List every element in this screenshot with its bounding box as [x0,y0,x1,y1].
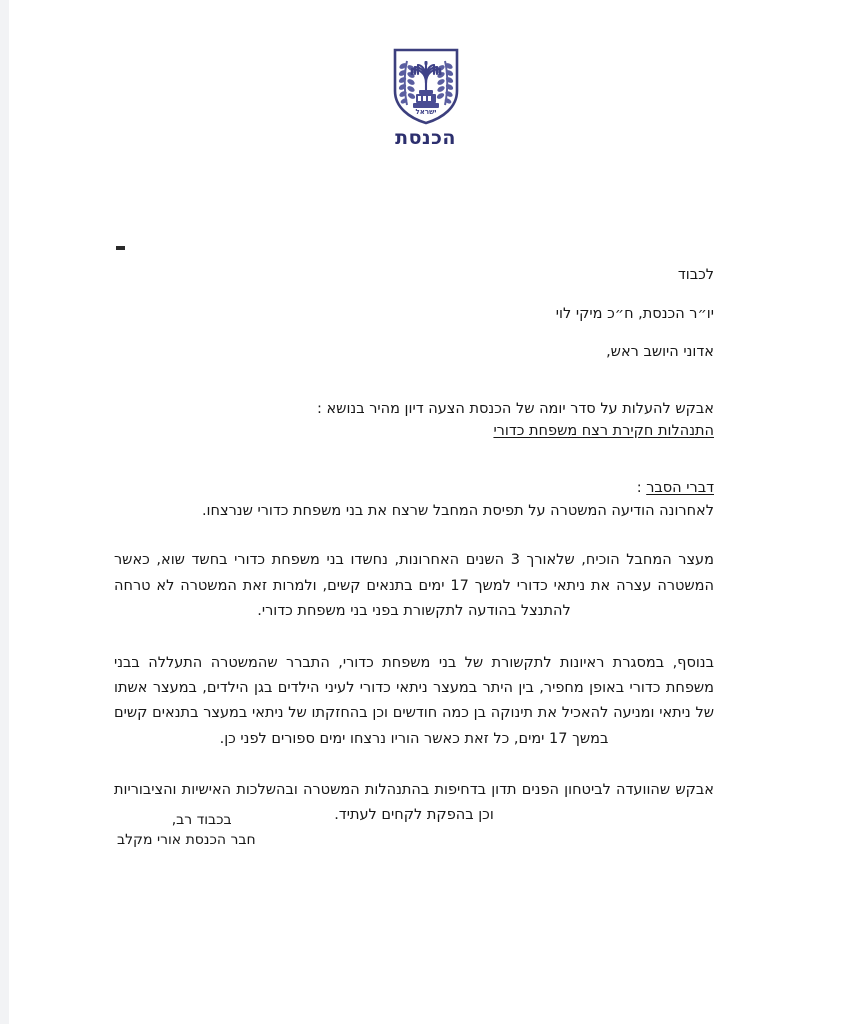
explanation-lead: לאחרונה הודיעה המשטרה על תפיסת המחבל שרצח את בני משפחת כדורי שנרצחו. [201,502,714,519]
signature-name: חבר הכנסת אורי מקלב [117,832,256,849]
letter-page [9,0,842,1024]
explanation-heading-row [114,477,714,499]
emblem-inner-text: ישראל [415,108,436,116]
signature-block [117,810,256,851]
organization-name: הכנסת [395,127,456,149]
letter-body [114,238,714,843]
letterhead [9,47,842,148]
israel-state-emblem-icon [391,47,461,125]
dash-mark [116,246,125,250]
subject-topic: התנהלות חקירת רצח משפחת כדורי [493,422,714,439]
explanation-heading: דברי הסבר [646,480,714,497]
addressee-line-3: אדוני היושב ראש, [606,344,714,360]
addressee-line-2: יו״ר הכנסת, ח״כ מיקי לוי [555,305,714,322]
explanation-paragraph-2: בנוסף, במסגרת ראיונות לתקשורת של בני משפחת כדורי, התברר שהמשטרה התעללה בבני משפחת כדורי באופן מחפיר, בין היתר במעצר ניתאי כדורי לעיני הילדים בגן הילדים, במעצר אשתו של ניתאי ומניעה להאכיל את תינוקה בן כמה חודשים וכן בהחזקתו של ניתאי במעצר בתנאים קשים במשך 17 ימים, כל זאת כאשר הוריו נרצחו ימים ספורים לפני כן. [114,654,714,747]
subject-block [114,398,714,443]
addressee-line-1: לכבוד [677,267,714,283]
explanation-paragraph-1: מעצר המחבל הוכיח, שלאורך 3 השנים האחרונות, נחשדו בני משפחת כדורי בחשד שוא, כאשר המשטרה עצרה את ניתאי כדורי למשך 17 ימים בתנאים קשים, ולמרות זאת המשטרה לא טרחה להתנצל בהודעה לתקשורת בפני בני משפחת כדורי. [114,552,714,620]
subject-request: אבקש להעלות על סדר יומה של הכנסת הצעה דיון מהיר בנושא : [316,400,714,417]
signature-regards: בכבוד רב, [171,812,232,828]
explanation-paragraph-3: אבקש שהוועדה לביטחון הפנים תדון בדחיפות בהתנהלות המשטרה ובהשלכות האישיות והציבוריות וכן בהפקת לקחים לעתיד. [114,782,714,824]
explanation-heading-colon: : [636,480,647,497]
